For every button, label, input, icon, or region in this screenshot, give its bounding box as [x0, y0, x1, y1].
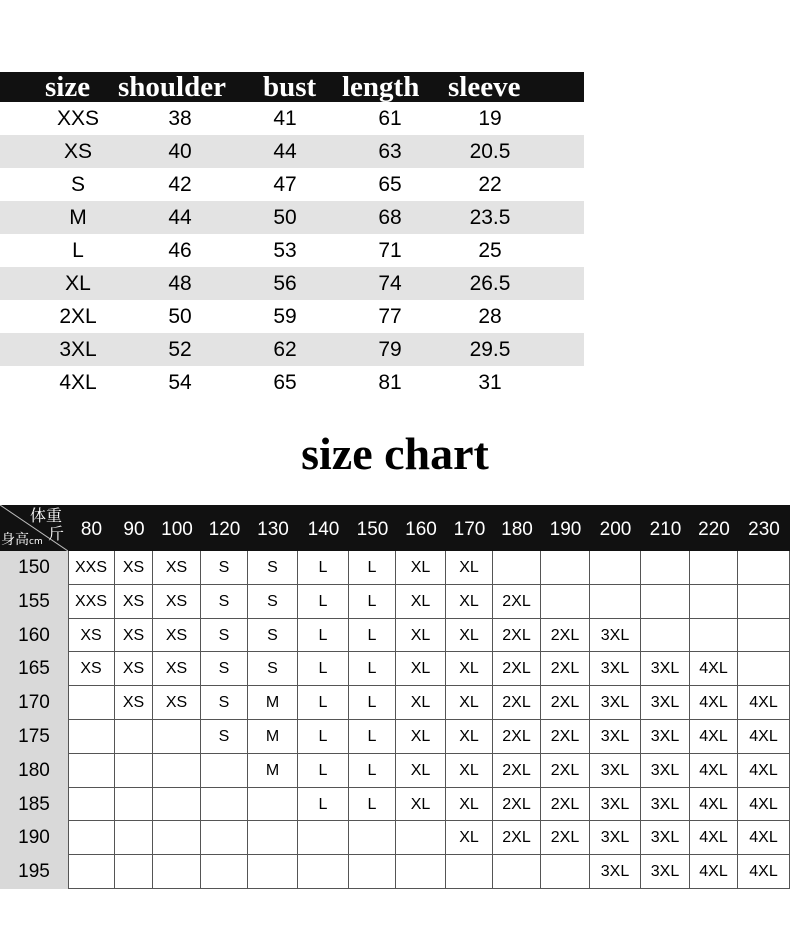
measurement-sleeve: 23.5	[469, 206, 511, 229]
size-cell: S	[248, 585, 298, 619]
size-cell: 4XL	[690, 754, 738, 788]
size-cell	[68, 821, 115, 855]
height-unit: cm	[29, 537, 43, 547]
size-cell	[298, 821, 349, 855]
size-cell	[349, 855, 396, 889]
size-cell	[396, 855, 446, 889]
size-cell: 2XL	[541, 720, 590, 754]
size-cell	[493, 551, 541, 585]
measurement-shoulder: 38	[168, 107, 192, 130]
size-cell	[248, 855, 298, 889]
weight-header: 160	[405, 519, 437, 540]
size-cell: S	[201, 619, 248, 652]
size-cell: XS	[153, 619, 201, 652]
size-cell	[201, 821, 248, 855]
size-cell: XS	[153, 652, 201, 686]
size-cell: L	[349, 720, 396, 754]
size-cell: XS	[115, 551, 153, 585]
size-cell: 4XL	[738, 686, 790, 720]
weight-header: 100	[161, 519, 193, 540]
measurement-row	[0, 135, 584, 168]
measurement-row	[0, 168, 584, 201]
size-cell	[298, 855, 349, 889]
height-header: 150	[0, 551, 68, 585]
size-cell: S	[248, 619, 298, 652]
size-cell: S	[201, 720, 248, 754]
size-cell: XS	[115, 686, 153, 720]
size-cell	[641, 551, 690, 585]
measurement-length: 65	[378, 173, 402, 196]
measurement-shoulder: 50	[168, 305, 192, 328]
measurement-sleeve: 29.5	[469, 338, 511, 361]
size-cell: XL	[446, 686, 493, 720]
size-cell: S	[248, 551, 298, 585]
size-cell: L	[298, 686, 349, 720]
measurement-rows	[0, 102, 584, 399]
height-header: 175	[0, 720, 68, 754]
size-cell	[115, 855, 153, 889]
size-cell: L	[349, 788, 396, 821]
weight-unit: 斤	[48, 524, 65, 543]
measurement-size: XXS	[56, 107, 100, 130]
size-cell: 3XL	[641, 686, 690, 720]
weight-header: 80	[80, 519, 103, 540]
size-cell: XL	[396, 720, 446, 754]
measurement-bust: 41	[273, 107, 297, 130]
size-cell: M	[248, 686, 298, 720]
measurement-sleeve: 20.5	[469, 140, 511, 163]
size-cell: XXS	[68, 585, 115, 619]
measurement-bust: 65	[273, 371, 297, 394]
size-cell	[153, 788, 201, 821]
weight-header: 120	[208, 519, 241, 540]
size-cell: XS	[68, 652, 115, 686]
size-cell: XL	[446, 652, 493, 686]
measurement-sleeve: 19	[478, 107, 502, 130]
measurement-header	[0, 72, 584, 102]
size-cell: 3XL	[590, 855, 641, 889]
size-cell: 2XL	[541, 652, 590, 686]
size-cell	[115, 788, 153, 821]
measurement-size: 2XL	[59, 305, 97, 328]
size-cell	[641, 585, 690, 619]
size-cell: L	[349, 551, 396, 585]
size-cell: 4XL	[690, 652, 738, 686]
measurement-length: 81	[378, 371, 402, 394]
size-cell: XL	[396, 652, 446, 686]
size-cell: 3XL	[641, 652, 690, 686]
measurement-table	[0, 72, 584, 399]
weight-header: 230	[748, 519, 780, 540]
size-cell: S	[248, 652, 298, 686]
measurement-size: L	[72, 239, 84, 262]
size-cell	[68, 754, 115, 788]
header-shoulder: shoulder	[118, 71, 226, 103]
size-cell: L	[349, 585, 396, 619]
size-cell: L	[298, 652, 349, 686]
size-cell	[115, 720, 153, 754]
size-cell: XS	[68, 619, 115, 652]
size-cell: 3XL	[641, 788, 690, 821]
size-cell: 2XL	[493, 821, 541, 855]
size-cell: 2XL	[493, 720, 541, 754]
size-cell	[153, 821, 201, 855]
height-header: 170	[0, 686, 68, 720]
measurement-row	[0, 300, 584, 333]
size-cell: L	[349, 754, 396, 788]
size-cell	[590, 551, 641, 585]
size-cell: L	[298, 551, 349, 585]
size-cell	[115, 754, 153, 788]
weight-header: 90	[123, 519, 145, 540]
page-title: size chart	[301, 428, 489, 479]
measurement-length: 63	[378, 140, 402, 163]
size-cell: 3XL	[590, 652, 641, 686]
size-cell: XL	[396, 754, 446, 788]
header-sleeve: sleeve	[448, 71, 521, 103]
size-cell	[349, 821, 396, 855]
measurement-sleeve: 26.5	[469, 272, 511, 295]
size-cell	[541, 855, 590, 889]
measurement-row	[0, 267, 584, 300]
weight-header: 210	[649, 519, 682, 540]
corner-cell	[0, 505, 68, 551]
measurement-row	[0, 234, 584, 267]
size-cell: L	[349, 652, 396, 686]
size-cell	[690, 551, 738, 585]
size-cell	[201, 788, 248, 821]
size-cell	[153, 754, 201, 788]
size-cell: XL	[446, 821, 493, 855]
size-cell	[201, 855, 248, 889]
size-grid-body	[0, 551, 790, 889]
size-cell: S	[201, 686, 248, 720]
height-header: 180	[0, 754, 68, 788]
height-label: 身高	[1, 532, 29, 548]
measurement-sleeve: 31	[478, 371, 502, 394]
size-cell	[541, 585, 590, 619]
measurement-shoulder: 46	[168, 239, 192, 262]
size-cell: XS	[153, 686, 201, 720]
size-cell: 2XL	[541, 821, 590, 855]
height-header: 185	[0, 788, 68, 821]
size-grid	[0, 505, 790, 889]
size-cell: XL	[396, 551, 446, 585]
size-cell: XL	[446, 585, 493, 619]
measurement-length: 74	[378, 272, 402, 295]
size-cell: S	[201, 551, 248, 585]
size-cell: 2XL	[493, 585, 541, 619]
size-cell: 3XL	[590, 686, 641, 720]
size-cell: XL	[396, 619, 446, 652]
size-cell: 2XL	[541, 686, 590, 720]
measurement-shoulder: 52	[168, 338, 192, 361]
measurement-length: 79	[378, 338, 402, 361]
size-cell: 2XL	[493, 619, 541, 652]
measurement-row	[0, 102, 584, 135]
measurement-bust: 53	[273, 239, 297, 262]
size-cell: XL	[396, 686, 446, 720]
weight-header: 150	[356, 519, 389, 540]
size-cell	[590, 585, 641, 619]
size-cell	[68, 788, 115, 821]
size-cell: 4XL	[690, 686, 738, 720]
height-header: 165	[0, 652, 68, 686]
size-cell: 4XL	[738, 855, 790, 889]
weight-header: 170	[453, 519, 486, 540]
size-cell	[738, 652, 790, 686]
size-cell	[541, 551, 590, 585]
size-cell: 3XL	[590, 821, 641, 855]
size-cell: 4XL	[690, 855, 738, 889]
size-cell	[446, 855, 493, 889]
header-length: length	[342, 71, 420, 103]
measurement-length: 68	[378, 206, 402, 229]
size-cell: S	[201, 652, 248, 686]
size-cell: L	[298, 788, 349, 821]
size-cell: 2XL	[493, 686, 541, 720]
size-cell	[248, 788, 298, 821]
measurement-shoulder: 40	[168, 140, 192, 163]
size-cell: XL	[396, 585, 446, 619]
measurement-size: XS	[63, 140, 92, 163]
height-axis-label	[1, 531, 43, 551]
size-cell: 4XL	[690, 821, 738, 855]
size-cell: 3XL	[590, 720, 641, 754]
size-cell: 2XL	[541, 754, 590, 788]
header-size: size	[45, 71, 91, 103]
size-cell: XXS	[68, 551, 115, 585]
size-cell: 3XL	[641, 821, 690, 855]
size-cell: L	[298, 754, 349, 788]
size-cell: XL	[446, 720, 493, 754]
size-cell: 2XL	[493, 754, 541, 788]
size-cell: L	[349, 686, 396, 720]
size-cell: 4XL	[738, 720, 790, 754]
measurement-sleeve: 22	[478, 173, 502, 196]
size-cell: 4XL	[690, 788, 738, 821]
measurement-bust: 44	[273, 140, 297, 163]
size-cell: 3XL	[641, 855, 690, 889]
height-header: 160	[0, 619, 68, 652]
size-cell	[493, 855, 541, 889]
size-cell: XL	[446, 551, 493, 585]
size-cell	[641, 619, 690, 652]
measurement-shoulder: 44	[168, 206, 192, 229]
measurement-sleeve: 28	[478, 305, 502, 328]
measurement-bust: 50	[273, 206, 297, 229]
measurement-shoulder: 48	[168, 272, 192, 295]
size-cell: XL	[446, 619, 493, 652]
size-cell: L	[298, 619, 349, 652]
size-cell: M	[248, 754, 298, 788]
height-header: 195	[0, 855, 68, 889]
measurement-size: XL	[65, 272, 91, 295]
size-cell: XS	[153, 585, 201, 619]
size-cell: XS	[115, 585, 153, 619]
weight-header: 190	[549, 519, 582, 540]
measurement-bust: 62	[273, 338, 297, 361]
weight-header: 130	[257, 519, 289, 540]
size-cell	[690, 619, 738, 652]
size-cell	[690, 585, 738, 619]
size-cell	[201, 754, 248, 788]
size-cell: L	[298, 720, 349, 754]
weight-header: 200	[599, 519, 632, 540]
size-cell: 3XL	[590, 788, 641, 821]
size-cell: XL	[396, 788, 446, 821]
size-cell: M	[248, 720, 298, 754]
measurement-row	[0, 333, 584, 366]
size-cell: XS	[115, 619, 153, 652]
size-cell: 2XL	[541, 788, 590, 821]
size-cell: 3XL	[590, 619, 641, 652]
measurement-size: 4XL	[59, 371, 97, 394]
size-cell: 3XL	[590, 754, 641, 788]
size-cell: 4XL	[738, 821, 790, 855]
measurement-sleeve: 25	[478, 239, 502, 262]
size-cell: XL	[446, 788, 493, 821]
measurement-shoulder: 54	[168, 371, 192, 394]
size-cell	[68, 686, 115, 720]
size-cell	[396, 821, 446, 855]
size-cell: 3XL	[641, 720, 690, 754]
size-cell: L	[298, 585, 349, 619]
size-cell	[738, 619, 790, 652]
size-cell	[68, 720, 115, 754]
size-cell: 2XL	[541, 619, 590, 652]
measurement-bust: 47	[273, 173, 297, 196]
height-header: 190	[0, 821, 68, 855]
measurement-size: M	[69, 206, 87, 229]
weight-header: 220	[698, 519, 730, 540]
measurement-bust: 56	[273, 272, 297, 295]
height-header: 155	[0, 585, 68, 619]
size-cell: L	[349, 619, 396, 652]
measurement-bust: 59	[273, 305, 297, 328]
measurement-size: 3XL	[59, 338, 97, 361]
measurement-length: 61	[378, 107, 402, 130]
size-cell: XL	[446, 754, 493, 788]
measurement-row	[0, 366, 584, 399]
size-cell	[248, 821, 298, 855]
size-cell: 2XL	[493, 788, 541, 821]
size-cell: 4XL	[690, 720, 738, 754]
measurement-length: 77	[378, 305, 402, 328]
measurement-size: S	[70, 173, 85, 196]
size-cell: 4XL	[738, 788, 790, 821]
size-cell: XS	[153, 551, 201, 585]
size-cell	[153, 720, 201, 754]
size-cell	[153, 855, 201, 889]
weight-label: 体重	[30, 506, 63, 525]
size-cell: 3XL	[641, 754, 690, 788]
size-cell: S	[201, 585, 248, 619]
size-cell: 4XL	[738, 754, 790, 788]
measurement-shoulder: 42	[168, 173, 192, 196]
size-cell	[738, 585, 790, 619]
weight-header: 180	[501, 519, 533, 540]
size-grid-header	[0, 505, 790, 551]
size-cell	[738, 551, 790, 585]
size-cell	[68, 855, 115, 889]
measurement-length: 71	[378, 239, 402, 262]
weight-header: 140	[307, 519, 340, 540]
measurement-row	[0, 201, 584, 234]
size-cell	[115, 821, 153, 855]
size-cell: 2XL	[493, 652, 541, 686]
header-bust: bust	[263, 71, 317, 103]
size-cell: XS	[115, 652, 153, 686]
